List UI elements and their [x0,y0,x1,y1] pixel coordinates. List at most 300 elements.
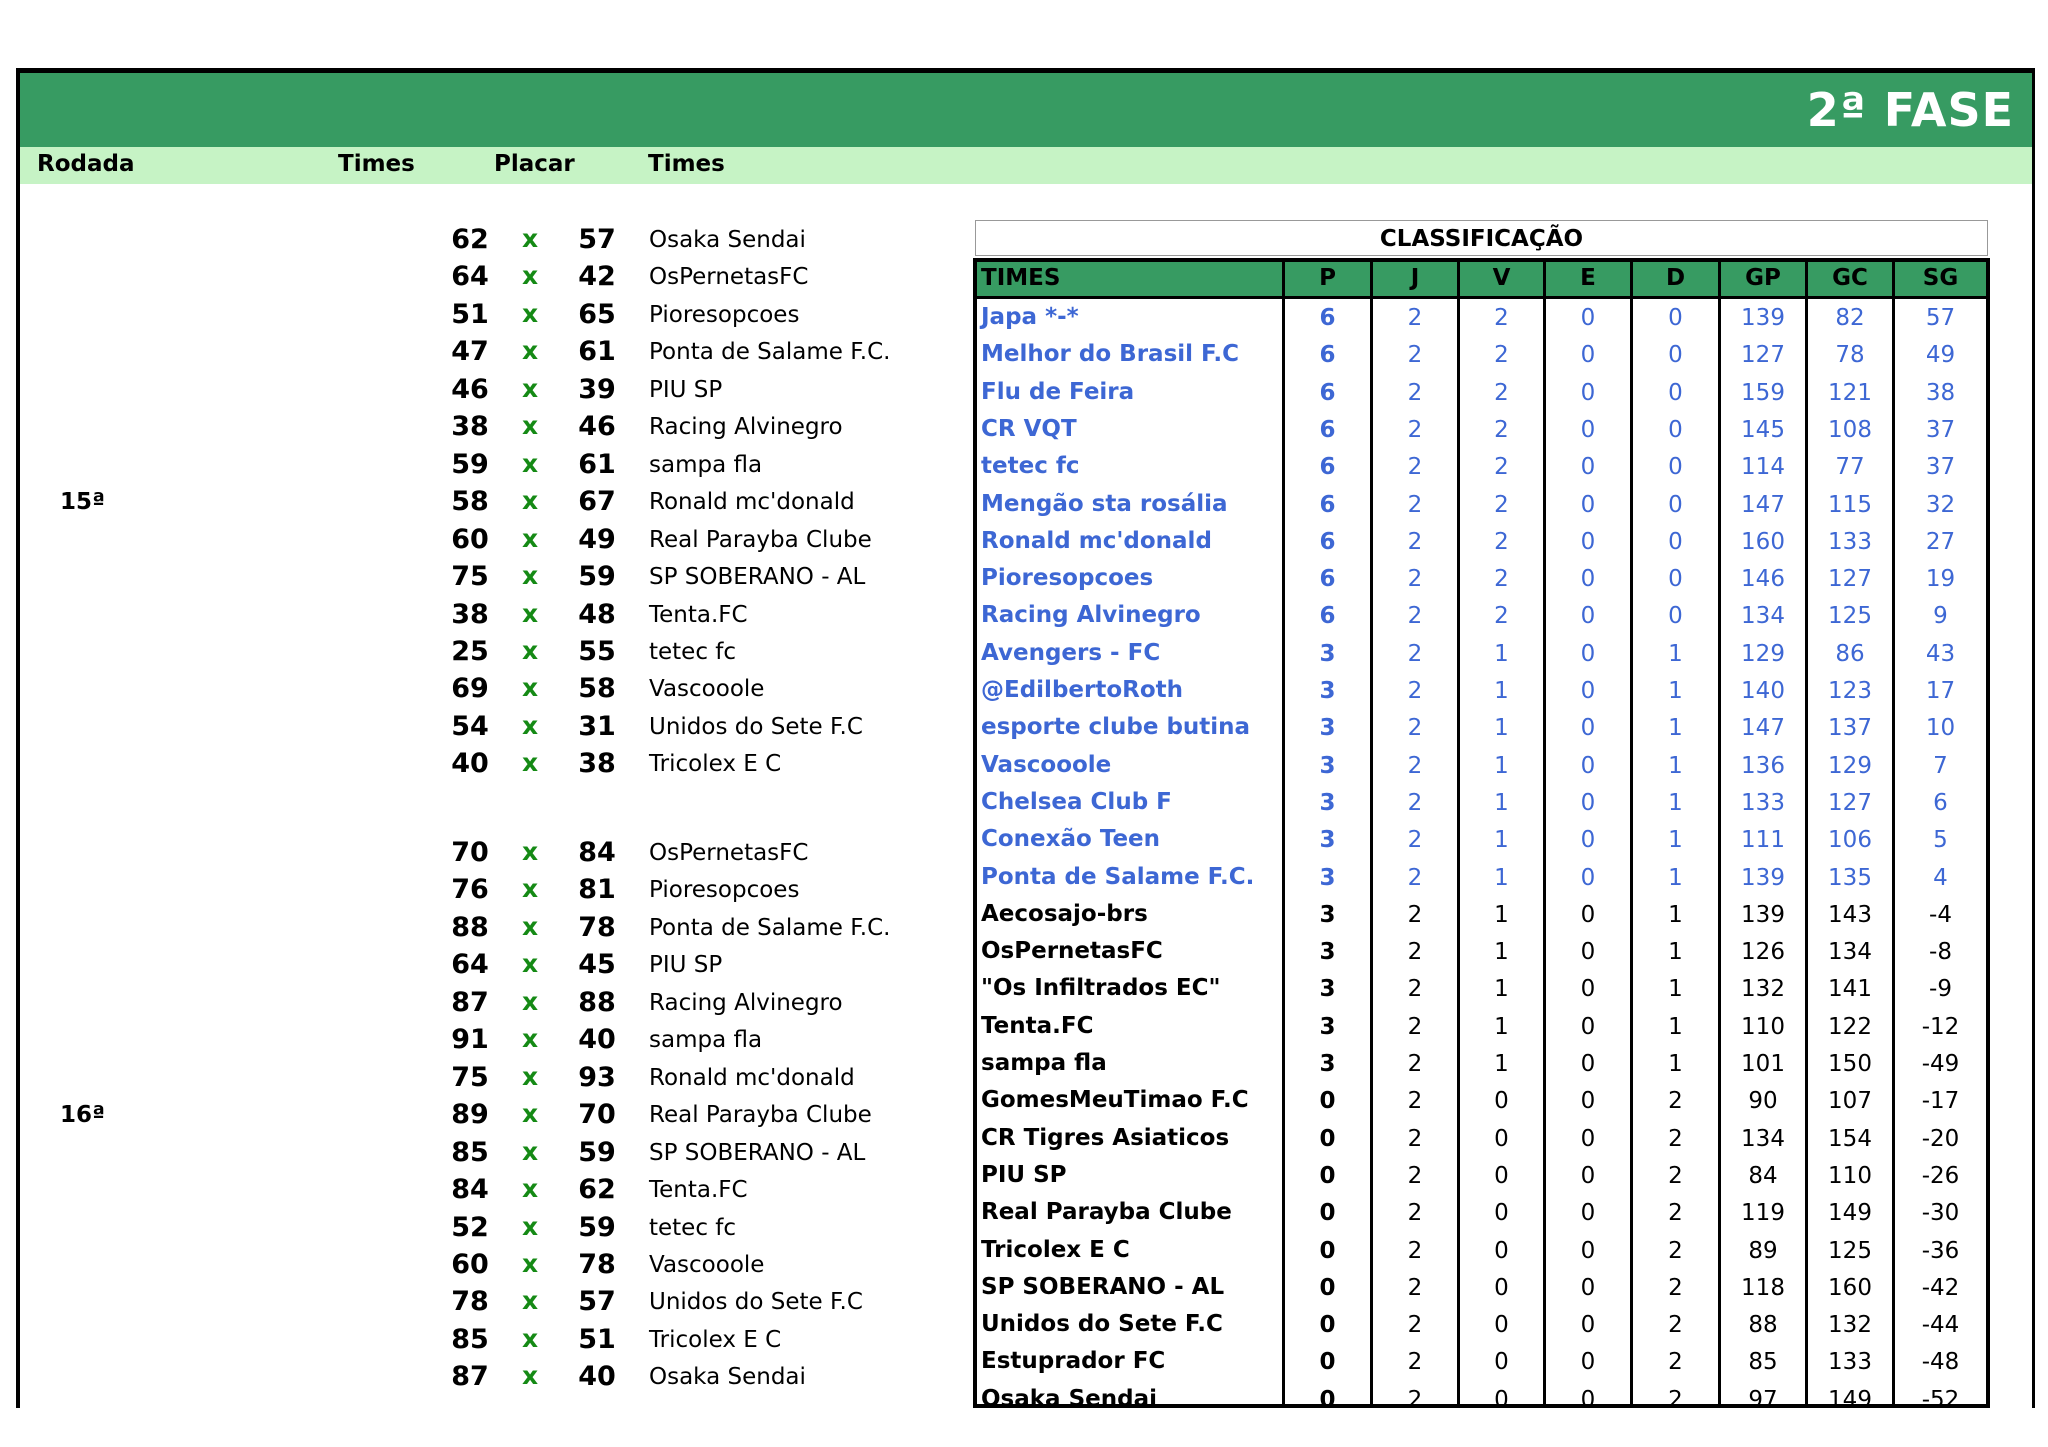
standings-cell-v: 1 [1494,1051,1509,1077]
standings-row [977,1082,1986,1119]
standings-row [977,672,1986,709]
standings-cell-e: 0 [1580,864,1596,891]
standings-team-name: GomesMeuTimao F.C [981,1087,1249,1114]
standings-team-name: SP SOBERANO - AL [981,1273,1225,1300]
versus-mark: x [522,1286,539,1316]
standings-team-name: PIU SP [981,1161,1067,1188]
standings-team-name: sampa fla [981,1050,1107,1076]
standings-cell-gp: 134 [1741,603,1785,630]
standings-cell-gc: 106 [1828,827,1872,854]
standings-cell-j: 2 [1407,827,1423,854]
standings-cell-sg: -44 [1921,1312,1960,1339]
home-score: 40 [451,748,489,780]
home-score: 84 [451,1174,489,1206]
match-row [0,946,960,983]
standings-cell-e: 0 [1580,1237,1596,1264]
standings-cell-d: 2 [1668,1237,1683,1264]
standings-cell-gc: 134 [1828,939,1872,966]
standings-cell-v: 1 [1494,752,1509,779]
standings-cell-d: 1 [1668,901,1683,928]
home-score: 75 [451,561,489,593]
standings-cell-gp: 127 [1741,342,1785,369]
standings-cell-e: 0 [1580,1349,1596,1376]
standings-header-row [977,262,1986,299]
versus-mark: x [522,635,539,665]
versus-mark: x [522,523,539,553]
standings-cell-gp: 132 [1741,976,1785,1003]
standings-cell-e: 0 [1580,1162,1596,1189]
standings-row [977,336,1986,373]
standings-team-name: Vascooole [981,751,1112,778]
away-score: 78 [578,1248,616,1280]
standings-row [977,374,1986,411]
standings-cell-p: 3 [1319,1051,1336,1077]
away-score: 59 [578,561,616,593]
standings-cell-gp: 129 [1741,640,1785,667]
versus-mark: x [522,1099,539,1129]
away-score: 93 [578,1061,616,1093]
standings-row [977,523,1986,560]
versus-mark: x [522,911,539,941]
versus-mark: x [522,1024,539,1054]
standings-cell-j: 2 [1407,901,1423,928]
match-row [0,1171,960,1208]
away-score: 57 [578,224,616,255]
standings-cell-j: 2 [1407,1237,1423,1264]
standings-cell-e: 0 [1580,1312,1596,1339]
standings-row [977,560,1986,597]
away-score: 70 [578,1099,616,1131]
versus-mark: x [522,224,539,253]
standings-cell-gc: 133 [1828,1349,1872,1376]
header-placar: Placar [494,151,575,177]
standings-cell-v: 0 [1494,1312,1509,1339]
standings-cell-gp: 139 [1741,305,1785,331]
standings-row [977,1008,1986,1045]
away-team: tetec fc [649,1214,737,1241]
versus-mark: x [522,373,539,403]
standings-header-cell: D [1665,265,1686,291]
standings-cell-d: 1 [1668,752,1683,779]
away-score: 49 [578,523,616,555]
standings-header-cell: P [1319,265,1336,291]
away-team: Real Parayba Clube [649,1102,872,1129]
standings-team-name: CR Tigres Asiaticos [981,1124,1230,1151]
round-label: 15ª [60,489,105,516]
away-team: Real Parayba Clube [649,526,872,553]
standings-row [977,933,1986,970]
match-row [0,871,960,908]
standings-cell-j: 2 [1407,528,1423,555]
standings-cell-p: 6 [1319,379,1336,406]
standings-team-name: Ponta de Salame F.C. [981,863,1255,890]
standings-cell-e: 0 [1580,827,1596,854]
standings-cell-gp: 97 [1748,1386,1778,1413]
standings-cell-j: 2 [1407,640,1423,667]
standings-cell-v: 1 [1494,864,1509,891]
standings-cell-sg: 19 [1925,566,1956,593]
standings-cell-sg: 37 [1925,416,1956,443]
standings-cell-e: 0 [1580,1274,1596,1301]
standings-cell-gp: 88 [1748,1312,1778,1339]
standings-cell-p: 3 [1319,1013,1336,1040]
away-score: 40 [578,1361,616,1393]
standings-row [977,747,1986,784]
away-team: sampa fla [649,451,763,478]
standings-cell-gc: 143 [1828,901,1872,928]
versus-mark: x [522,411,539,441]
column-header-bar [20,147,2032,184]
standings-table [973,258,1990,1413]
standings-cell-p: 3 [1319,976,1336,1003]
away-team: Racing Alvinegro [649,414,843,441]
standings-cell-p: 0 [1319,1237,1336,1264]
away-team: Ponta de Salame F.C. [649,339,891,366]
home-score: 60 [451,1248,489,1280]
standings-cell-j: 2 [1407,416,1423,443]
standings-cell-e: 0 [1580,1386,1596,1413]
standings-cell-gc: 133 [1828,528,1872,555]
standings-cell-d: 0 [1668,379,1683,406]
away-team: Ronald mc'donald [649,489,855,516]
away-score: 38 [578,748,616,780]
away-score: 42 [578,261,616,293]
standings-cell-gc: 137 [1828,715,1872,742]
standings-cell-sg: -48 [1921,1349,1960,1376]
standings-cell-v: 1 [1494,976,1509,1003]
versus-mark: x [522,598,539,628]
away-score: 46 [578,411,616,443]
standings-cell-j: 2 [1407,1088,1423,1115]
away-team: Pioresopcoes [649,301,800,328]
standings-cell-p: 6 [1319,491,1336,518]
home-score: 60 [451,523,489,555]
away-score: 81 [578,874,616,906]
standings-cell-d: 0 [1668,603,1683,630]
versus-mark: x [522,336,539,366]
standings-cell-j: 2 [1407,752,1423,779]
versus-mark: x [522,673,539,703]
standings-cell-v: 2 [1494,491,1509,518]
standings-cell-gp: 90 [1748,1088,1778,1115]
standings-cell-j: 2 [1407,939,1423,966]
standings-team-name: Conexão Teen [981,826,1161,853]
standings-cell-v: 1 [1494,789,1509,816]
match-row [0,1021,960,1058]
away-score: 45 [578,949,616,981]
standings-cell-gp: 139 [1741,901,1785,928]
standings-cell-sg: 5 [1933,827,1948,854]
standings-row [977,486,1986,523]
standings-cell-e: 0 [1580,901,1596,928]
standings-cell-sg: -4 [1929,901,1952,928]
standings-cell-d: 1 [1668,827,1683,854]
standings-cell-v: 0 [1494,1125,1509,1152]
standings-row [977,784,1986,821]
versus-mark: x [522,1211,539,1241]
away-team: Unidos do Sete F.C [649,1289,863,1316]
standings-cell-gc: 107 [1828,1088,1872,1115]
standings-cell-v: 2 [1494,603,1509,630]
standings-cell-v: 1 [1494,827,1509,854]
standings-cell-gp: 101 [1741,1051,1785,1077]
standings-cell-p: 6 [1319,603,1336,630]
standings-cell-gc: 127 [1828,566,1872,593]
match-row [0,333,960,370]
standings-team-name: Tricolex E C [981,1236,1130,1263]
versus-mark: x [522,874,539,904]
standings-cell-j: 2 [1407,678,1423,704]
standings-team-name: Japa *-* [981,304,1079,330]
standings-cell-gc: 78 [1835,342,1865,369]
standings-cell-e: 0 [1580,939,1596,966]
home-score: 58 [451,486,489,518]
page-title: 2ª FASE [1806,83,2014,137]
standings-cell-d: 0 [1668,416,1683,443]
standings-header-cell: V [1492,265,1511,291]
standings-cell-j: 2 [1407,1125,1423,1152]
standings-row [977,411,1986,448]
home-score: 46 [451,373,489,405]
standings-row [977,1306,1986,1343]
standings-cell-e: 0 [1580,752,1596,779]
away-team: SP SOBERANO - AL [649,1139,866,1166]
match-row [0,596,960,633]
standings-cell-d: 1 [1668,1051,1683,1077]
standings-cell-v: 1 [1494,939,1509,966]
standings-row [977,299,1986,336]
away-score: 67 [578,486,616,518]
standings-cell-e: 0 [1580,454,1596,481]
match-row [0,258,960,295]
standings-cell-sg: -17 [1921,1088,1960,1115]
standings-cell-v: 2 [1494,305,1509,331]
standings-cell-v: 2 [1494,416,1509,443]
versus-mark: x [522,261,539,291]
standings-cell-p: 0 [1319,1312,1336,1339]
header-times-away: Times [648,151,725,177]
standings-cell-p: 0 [1319,1088,1336,1115]
standings-cell-gp: 139 [1741,864,1785,891]
home-score: 76 [451,874,489,906]
standings-cell-gc: 132 [1828,1312,1872,1339]
match-row [0,1134,960,1171]
home-score: 87 [451,986,489,1018]
standings-cell-gc: 125 [1828,603,1872,630]
standings-header-cell: J [1410,265,1420,291]
match-row [0,483,960,520]
home-score: 88 [451,911,489,943]
standings-cell-e: 0 [1580,566,1596,593]
standings-cell-v: 0 [1494,1237,1509,1264]
standings-cell-p: 6 [1319,566,1336,593]
standings-cell-gp: 145 [1741,416,1785,443]
away-team: PIU SP [649,376,723,403]
standings-cell-d: 1 [1668,939,1683,966]
standings-cell-p: 6 [1319,528,1336,555]
standings-cell-gp: 89 [1748,1237,1778,1264]
standings-cell-e: 0 [1580,640,1596,667]
standings-cell-d: 1 [1668,1013,1683,1040]
standings-cell-e: 0 [1580,342,1596,369]
standings-cell-p: 3 [1319,715,1336,742]
match-row [0,446,960,483]
standings-cell-p: 6 [1319,305,1336,331]
standings-cell-v: 1 [1494,678,1509,704]
versus-mark: x [522,486,539,516]
away-score: 51 [578,1323,616,1355]
standings-row [977,1157,1986,1194]
match-row [0,1358,960,1395]
versus-mark: x [522,1323,539,1353]
standings-cell-sg: 49 [1925,342,1956,369]
home-score: 75 [451,1061,489,1093]
home-score: 87 [451,1361,489,1393]
standings-cell-e: 0 [1580,603,1596,630]
standings-cell-d: 0 [1668,491,1683,518]
phase-banner [20,73,2032,147]
standings-cell-v: 2 [1494,342,1509,369]
standings-cell-sg: 57 [1925,305,1956,331]
standings-cell-p: 6 [1319,454,1336,481]
standings-row [977,1343,1986,1380]
standings-cell-gp: 140 [1741,678,1785,704]
standings-cell-sg: -52 [1921,1386,1960,1413]
standings-cell-gp: 160 [1741,528,1785,555]
standings-cell-sg: -26 [1921,1162,1960,1189]
standings-cell-p: 0 [1319,1386,1336,1413]
home-score: 64 [451,949,489,981]
home-score: 51 [451,298,489,330]
away-team: sampa fla [649,1027,763,1054]
match-row [0,1209,960,1246]
standings-header-cell: TIMES [981,265,1061,291]
standings-cell-d: 2 [1668,1386,1683,1413]
away-team: Racing Alvinegro [649,989,843,1016]
standings-cell-d: 2 [1668,1162,1683,1189]
away-team: Tricolex E C [649,1326,782,1353]
versus-mark: x [522,949,539,979]
match-row [0,371,960,408]
standings-cell-j: 2 [1407,1386,1423,1413]
standings-cell-d: 1 [1668,789,1683,816]
standings-cell-e: 0 [1580,1051,1596,1077]
standings-cell-d: 1 [1668,976,1683,1003]
standings-cell-d: 0 [1668,342,1683,369]
standings-cell-d: 0 [1668,305,1683,331]
standings-cell-v: 0 [1494,1349,1509,1376]
standings-cell-j: 2 [1407,976,1423,1003]
standings-cell-gc: 123 [1828,678,1872,704]
standings-cell-e: 0 [1580,789,1596,816]
standings-cell-gp: 110 [1741,1013,1785,1040]
standings-cell-v: 2 [1494,379,1509,406]
standings-row [977,448,1986,485]
standings-team-name: Racing Alvinegro [981,602,1201,629]
standings-team-name: Estuprador FC [981,1348,1166,1375]
standings-cell-gc: 160 [1828,1274,1872,1301]
standings-cell-d: 1 [1668,678,1683,704]
standings-row [977,821,1986,858]
standings-cell-j: 2 [1407,342,1423,369]
match-row [0,1059,960,1096]
standings-team-name: Ronald mc'donald [981,527,1212,554]
home-score: 25 [451,635,489,667]
standings-cell-d: 0 [1668,454,1683,481]
standings-cell-sg: 32 [1925,491,1956,518]
standings-team-name: Chelsea Club F [981,788,1172,815]
match-row [0,834,960,871]
standings-cell-j: 2 [1407,1312,1423,1339]
standings-cell-gc: 127 [1828,789,1872,816]
standings-cell-sg: 6 [1933,789,1948,816]
standings-cell-e: 0 [1580,976,1596,1003]
versus-mark: x [522,748,539,778]
match-row [0,1246,960,1283]
versus-mark: x [522,986,539,1016]
standings-cell-j: 2 [1407,379,1423,406]
standings-cell-j: 2 [1407,1013,1423,1040]
home-score: 69 [451,673,489,705]
standings-cell-d: 0 [1668,528,1683,555]
standings-cell-gp: 119 [1741,1200,1785,1227]
standings-cell-p: 6 [1319,416,1336,443]
standings-cell-sg: -36 [1921,1237,1960,1264]
standings-cell-j: 2 [1407,1051,1423,1077]
standings-cell-gc: 77 [1835,454,1865,481]
home-score: 62 [451,224,489,255]
standings-row [977,970,1986,1007]
away-score: 61 [578,336,616,368]
standings-team-name: Avengers - FC [981,639,1161,666]
away-score: 31 [578,710,616,742]
away-score: 59 [578,1211,616,1243]
standings-cell-gp: 146 [1741,566,1785,593]
standings-cell-p: 3 [1319,789,1336,816]
standings-header-cell: E [1580,265,1596,291]
match-row [0,1321,960,1358]
match-row [0,221,960,258]
standings-cell-j: 2 [1407,715,1423,742]
away-team: Unidos do Sete F.C [649,713,863,740]
standings-row [977,1045,1986,1082]
away-team: Osaka Sendai [649,227,806,253]
standings-cell-j: 2 [1407,603,1423,630]
away-score: 40 [578,1024,616,1056]
standings-cell-j: 2 [1407,864,1423,891]
versus-mark: x [522,561,539,591]
standings-cell-d: 1 [1668,864,1683,891]
standings-cell-sg: 27 [1925,528,1956,555]
standings-cell-sg: -9 [1929,976,1952,1003]
standings-cell-gc: 129 [1828,752,1872,779]
standings-cell-j: 2 [1407,491,1423,518]
standings-team-name: Osaka Sendai [981,1385,1157,1412]
standings-cell-v: 0 [1494,1162,1509,1189]
standings-team-name: Real Parayba Clube [981,1199,1232,1226]
home-score: 64 [451,261,489,293]
standings-cell-p: 0 [1319,1125,1336,1152]
standings-cell-gp: 118 [1741,1274,1785,1301]
standings-row [977,709,1986,746]
standings-cell-v: 1 [1494,1013,1509,1040]
standings-cell-p: 3 [1319,827,1336,854]
standings-cell-d: 1 [1668,715,1683,742]
standings-cell-sg: 37 [1925,454,1956,481]
standings-row [977,635,1986,672]
standings-cell-j: 2 [1407,1200,1423,1227]
standings-cell-gc: 141 [1828,976,1872,1003]
